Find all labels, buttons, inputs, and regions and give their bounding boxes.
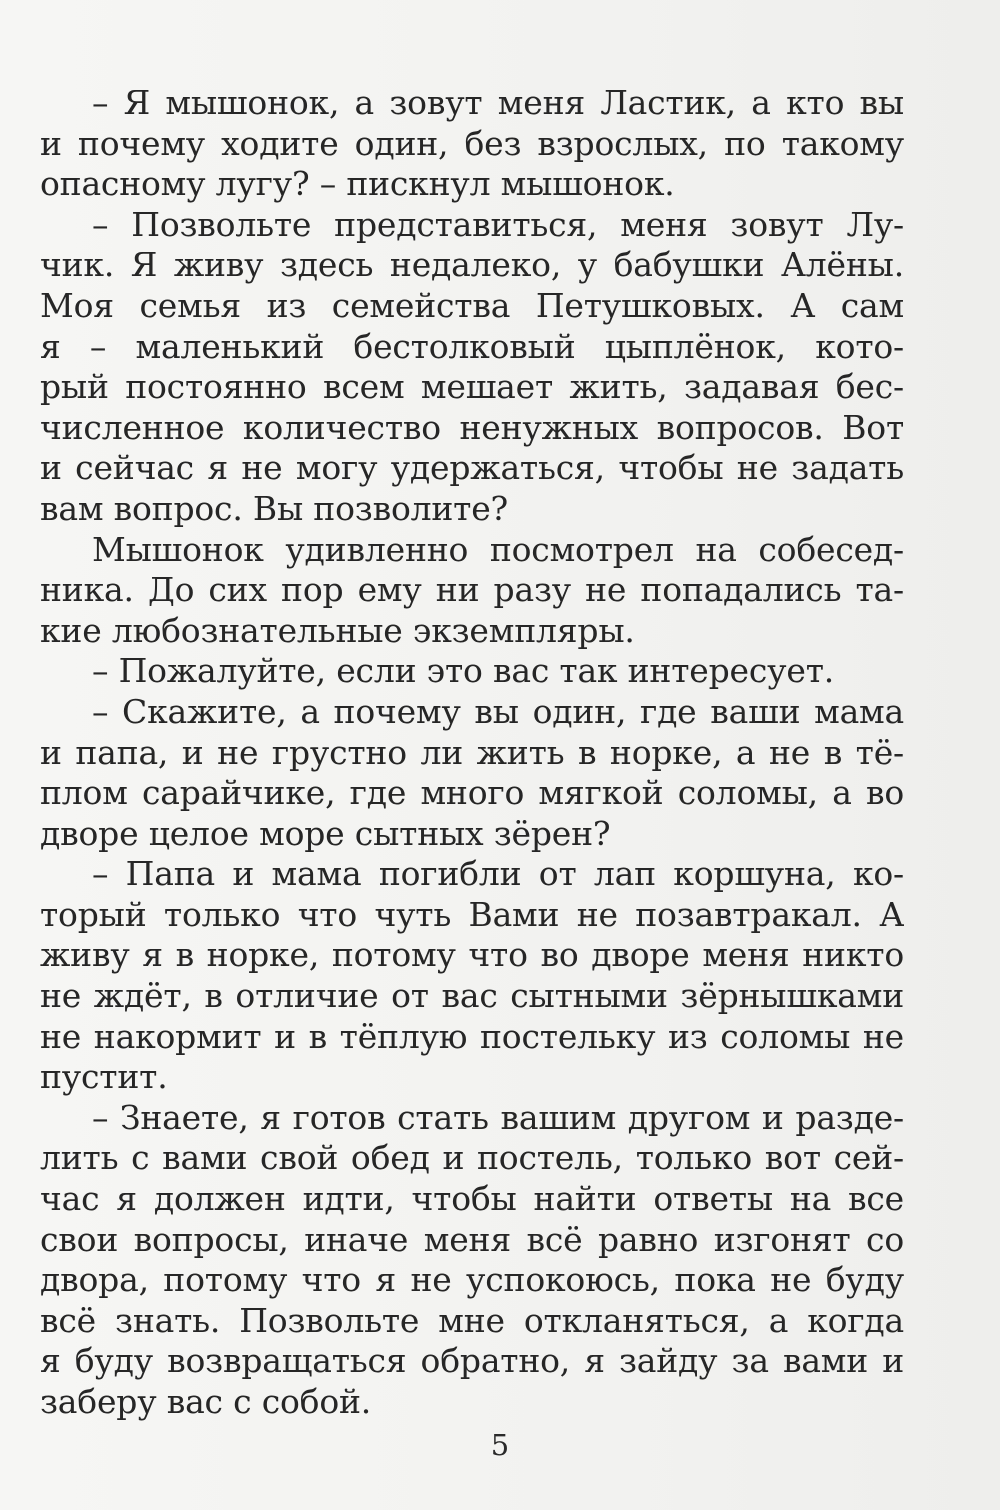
text-line: всё знать. Позвольте мне откланяться, а когда <box>40 1300 904 1340</box>
text-line: и почему ходите один, без взрослых, по такому <box>40 123 904 163</box>
text-line: плом сарайчике, где много мягкой соломы, а во <box>40 773 904 813</box>
text-line: рый постоянно всем мешает жить, задавая бес- <box>40 367 904 407</box>
text-line: торый только что чуть Вами не позавтракал. А <box>40 894 904 934</box>
text-line: чик. Я живу здесь недалеко, у бабушки Алёны. <box>40 245 904 285</box>
text-line: и папа, и не грустно ли жить в норке, а не в тё- <box>40 732 904 772</box>
text-line: живу я в норке, потому что во дворе меня никто <box>40 935 904 975</box>
text-line: я буду возвращаться обратно, я зайду за вами и <box>40 1341 904 1381</box>
text-line: я – маленький бестолковый цыплёнок, кото- <box>40 326 904 366</box>
text-line: ника. До сих пор ему ни разу не попадались та- <box>40 570 904 610</box>
text-line: двора, потому что я не успокоюсь, пока не буду <box>40 1260 904 1300</box>
text-line: – Знаете, я готов стать вашим другом и разде- <box>92 1097 904 1137</box>
text-line: численное количество ненужных вопросов. Вот <box>40 407 904 447</box>
text-line: – Я мышонок, а зовут меня Ластик, а кто вы <box>92 83 904 122</box>
text-line: час я должен идти, чтобы найти ответы на все <box>40 1179 904 1219</box>
text-line: свои вопросы, иначе меня всё равно изгонят со <box>40 1219 904 1259</box>
text-line: лить с вами свой обед и постель, только вот сей- <box>40 1138 904 1178</box>
page-body-text <box>40 83 904 1423</box>
text-line: – Пожалуйте, если это вас так интересует. <box>92 651 835 691</box>
text-line: вам вопрос. Вы позволите? <box>40 488 509 528</box>
text-line: не накормит и в тёплую постельку из соломы не <box>40 1016 904 1056</box>
text-line: – Позвольте представиться, меня зовут Лу- <box>92 204 904 244</box>
text-line: Мышонок удивленно посмотрел на собесед- <box>92 529 904 569</box>
text-line: не ждёт, в отличие от вас сытными зёрнышками <box>40 976 904 1016</box>
text-line: дворе целое море сытных зёрен? <box>40 813 611 853</box>
text-line: и сейчас я не могу удержаться, чтобы не задать <box>40 448 904 488</box>
text-line: – Папа и мама погибли от лап коршуна, ко- <box>92 854 904 894</box>
text-line: опасному лугу? – пискнул мышонок. <box>40 164 675 204</box>
text-line: пустит. <box>40 1057 168 1097</box>
text-line: кие любознательные экземпляры. <box>40 610 635 650</box>
page-number: 5 <box>490 1428 510 1462</box>
text-line: Моя семья из семейства Петушковых. А сам <box>40 285 904 325</box>
text-line: – Скажите, а почему вы один, где ваши мама <box>92 691 904 731</box>
text-line: заберу вас с собой. <box>40 1382 372 1421</box>
